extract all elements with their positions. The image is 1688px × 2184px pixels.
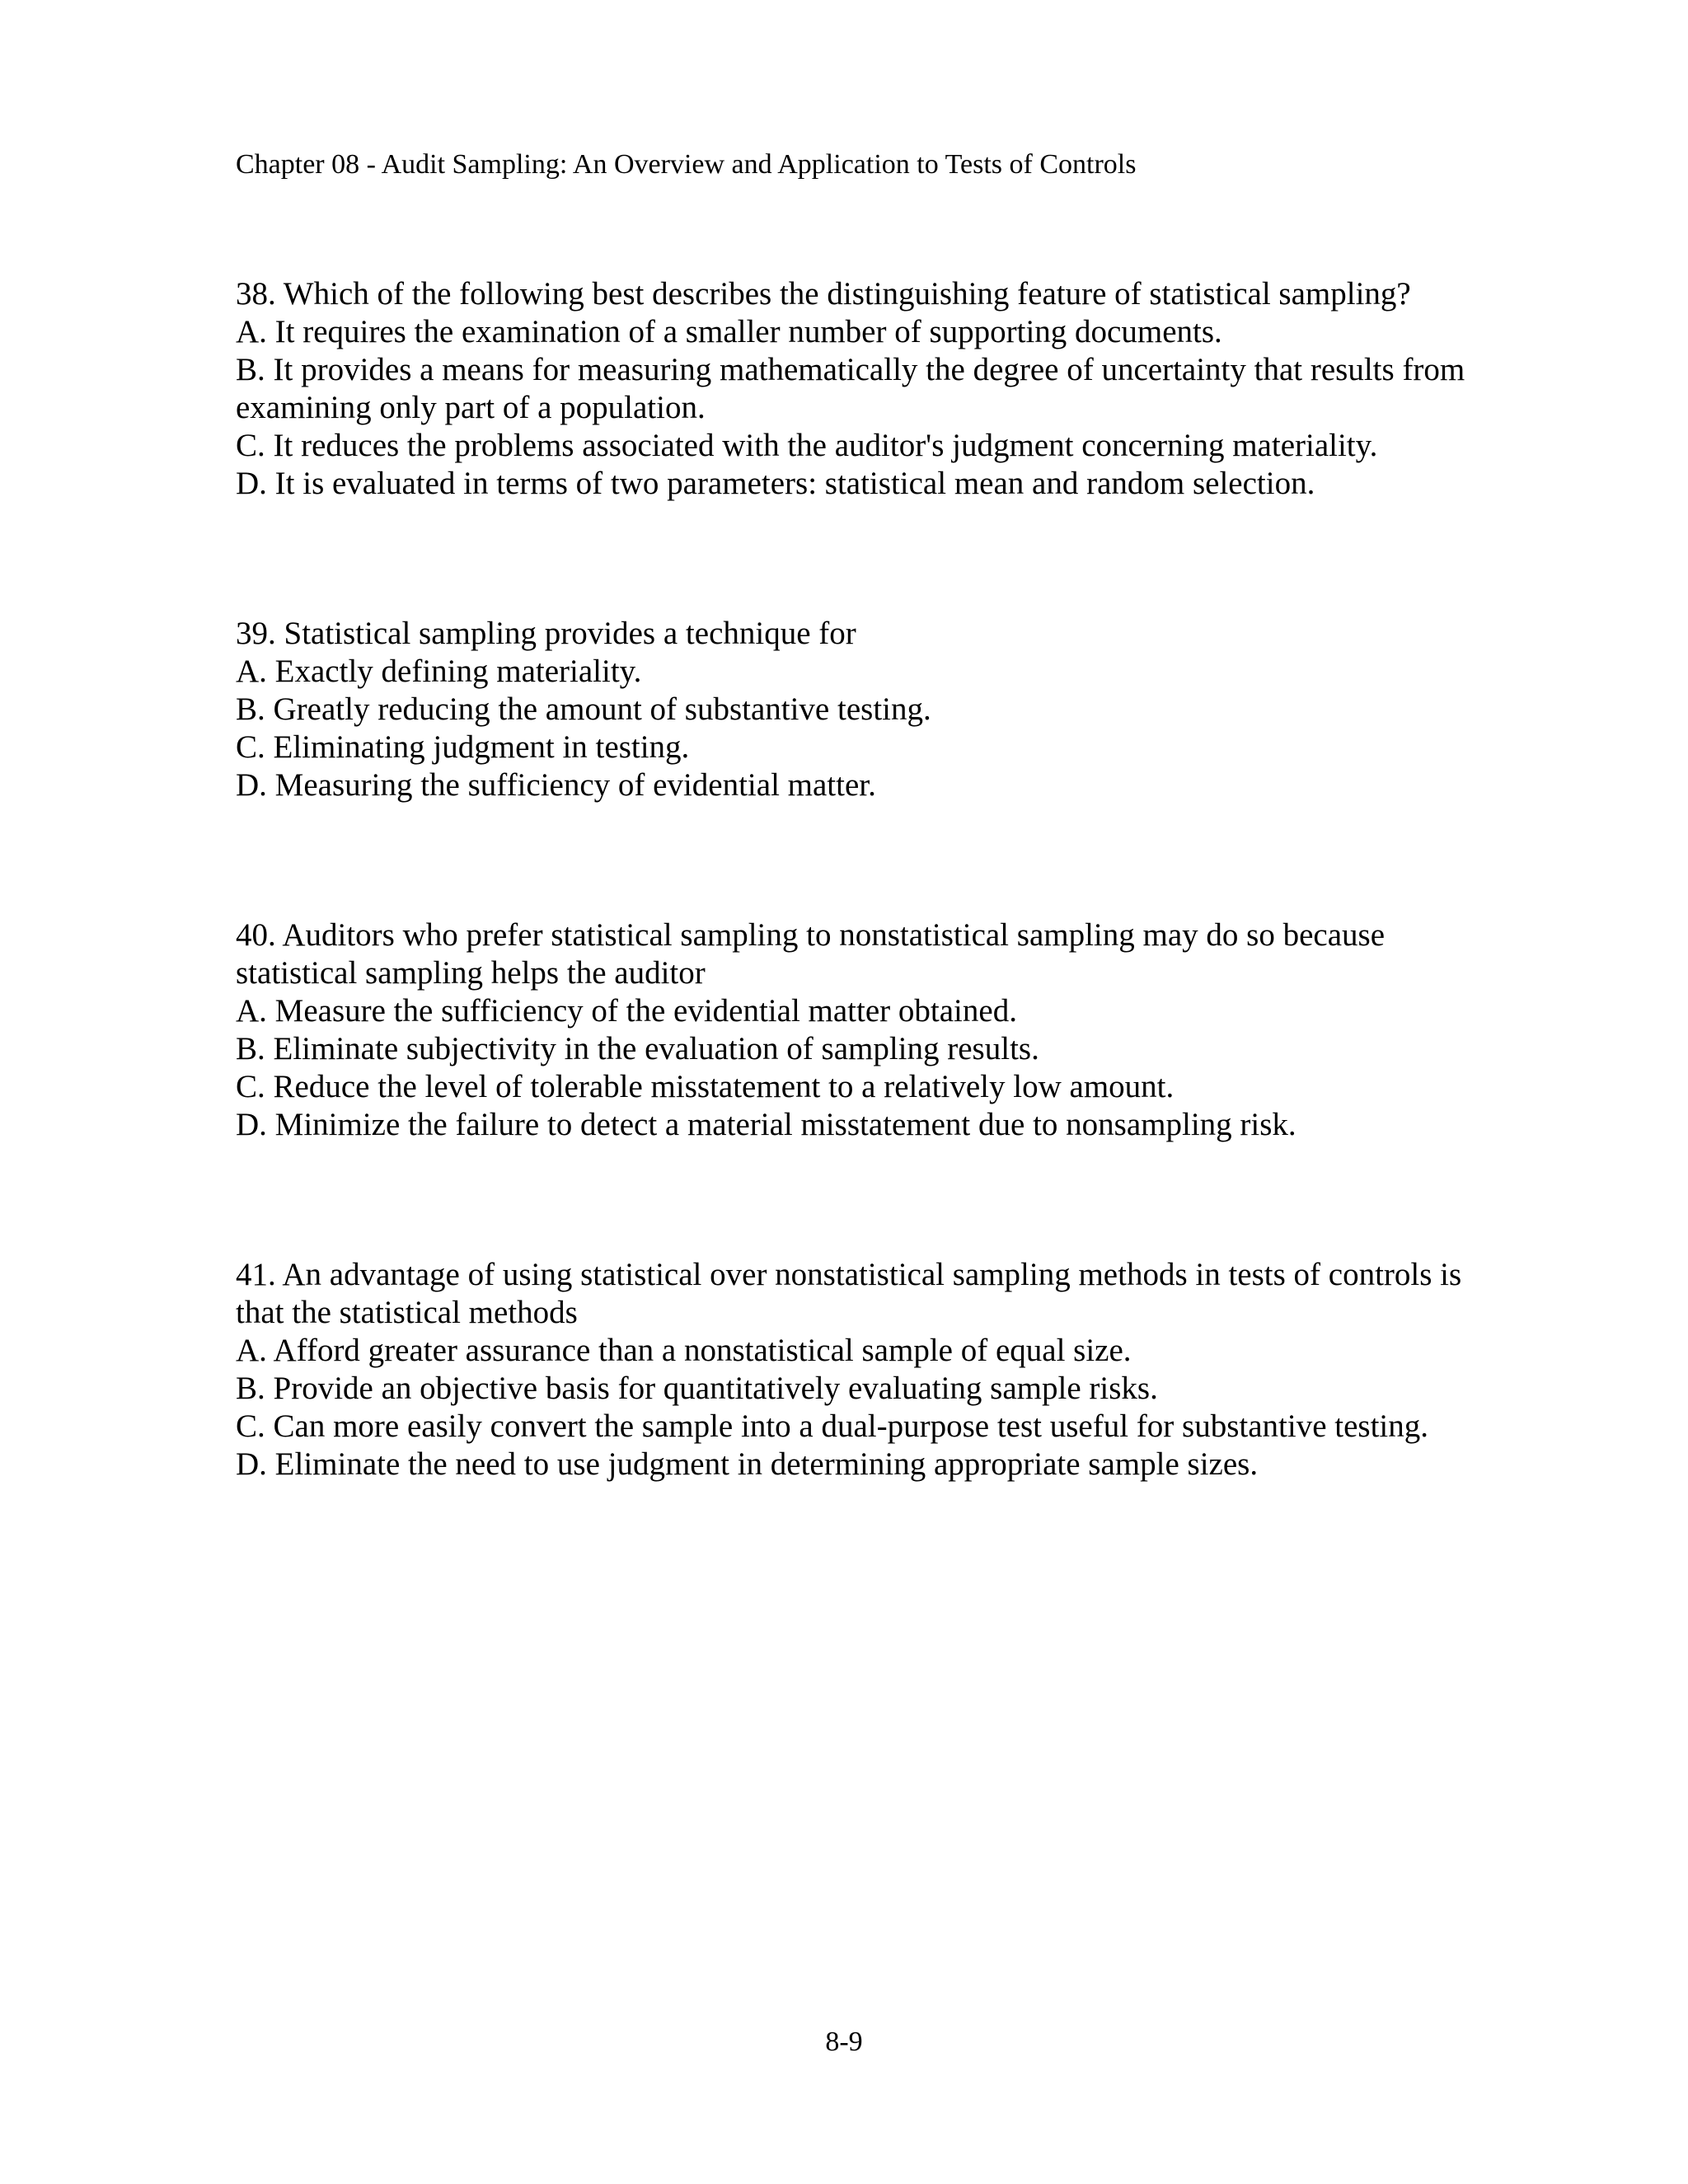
answer-option-d: D. It is evaluated in terms of two parameters: statistical mean and random selection. [236,466,1315,501]
answer-option-d: D. Minimize the failure to detect a material misstatement due to nonsampling risk. [236,1107,1296,1142]
question-stem: 41. An advantage of using statistical over nonstatistical sampling methods in tests of controls is [236,1257,1462,1292]
answer-option-b: B. Provide an objective basis for quantitatively evaluating sample risks. [236,1371,1158,1406]
page-number: 8-9 [825,2027,863,2057]
answer-option-a: A. It requires the examination of a smaller number of supporting documents. [236,314,1222,349]
answer-option-c: C. Eliminating judgment in testing. [236,729,690,765]
question-39 [236,615,1489,804]
answer-option-b: B. Eliminate subjectivity in the evaluation of sampling results. [236,1031,1039,1066]
question-40 [236,916,1489,1144]
question-stem-continued: statistical sampling helps the auditor [236,955,706,991]
answer-option-c: C. Can more easily convert the sample into a dual-purpose test useful for substantive testing. [236,1408,1428,1444]
chapter-header: Chapter 08 - Audit Sampling: An Overview and Application to Tests of Controls [236,149,1137,180]
answer-option-a: A. Measure the sufficiency of the evidential matter obtained. [236,993,1017,1029]
question-41 [236,1256,1489,1483]
answer-option-d: D. Eliminate the need to use judgment in determining appropriate sample sizes. [236,1446,1259,1482]
question-stem-continued: that the statistical methods [236,1295,578,1330]
answer-option-d: D. Measuring the sufficiency of evidential matter. [236,767,876,803]
answer-option-b: B. Greatly reducing the amount of substantive testing. [236,691,931,727]
answer-option-c: C. It reduces the problems associated with the auditor's judgment concerning materiality. [236,428,1378,463]
question-stem: 39. Statistical sampling provides a technique for [236,616,856,651]
answer-option-b: B. It provides a means for measuring mathematically the degree of uncertainty that results from [236,352,1465,387]
answer-option-b-continued: examining only part of a population. [236,390,706,425]
answer-option-a: A. Afford greater assurance than a nonstatistical sample of equal size. [236,1333,1132,1368]
question-stem: 38. Which of the following best describes the distinguishing feature of statistical sampling? [236,276,1411,312]
question-stem: 40. Auditors who prefer statistical sampling to nonstatistical sampling may do so because [236,917,1386,953]
answer-option-a: A. Exactly defining materiality. [236,654,642,689]
answer-option-c: C. Reduce the level of tolerable misstatement to a relatively low amount. [236,1069,1175,1104]
question-38 [236,275,1489,503]
